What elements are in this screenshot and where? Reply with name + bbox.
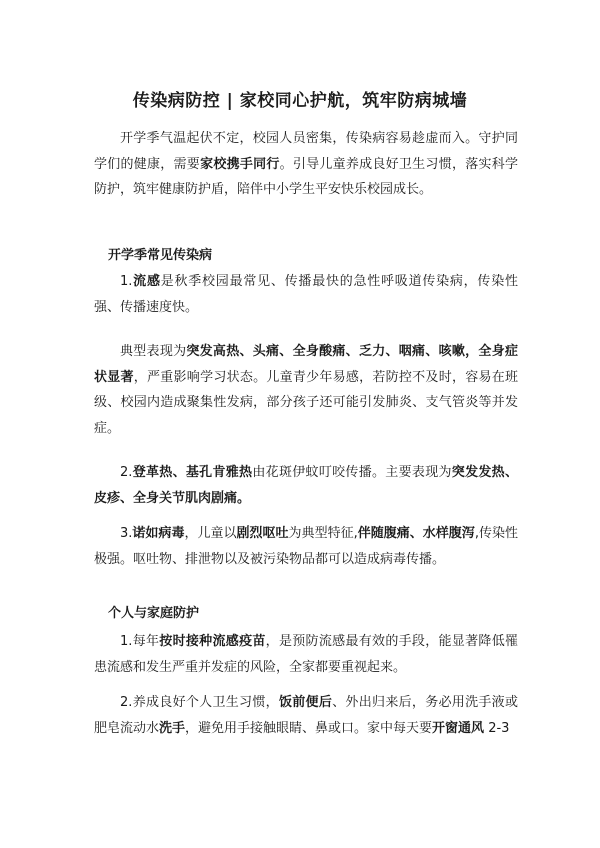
paragraph-influenza-symptoms	[94, 339, 518, 441]
text-run: 2.	[120, 465, 133, 480]
bold-text-run: 诺如病毒	[132, 526, 185, 541]
bold-text-run: 突发发热、皮疹、全身关节肌肉剧痛。	[94, 465, 518, 506]
text-run: 典型表现为	[120, 344, 187, 359]
paragraph-influenza	[94, 269, 518, 320]
text-run: 由花斑伊蚊叮咬传播。主要表现为	[252, 465, 452, 480]
text-run: 1.每年	[120, 634, 160, 649]
section-heading-protection: 个人与家庭防护	[108, 606, 200, 621]
bold-text-run: 家校携手同行	[200, 156, 280, 172]
section-heading-common-diseases: 开学季常见传染病	[108, 248, 213, 263]
paragraph-vaccination	[94, 629, 518, 680]
bold-text-run: 突发高热、头痛、全身酸痛、乏力、咽痛、咳嗽，全身症状显著	[94, 344, 518, 385]
text-run: 。引导儿童养成良好卫生习惯，落实科学防护，筑牢健康防护盾，陪伴中小学生平安快乐校园成长。	[94, 156, 518, 197]
text-run: 开学季气温起伏不定，校园人员密集，传染病容易趁虚而入。守护同学们的健康，需要	[94, 131, 518, 172]
bold-text-run: 登革热、基孔肯雅热	[132, 465, 253, 480]
bold-text-run: 伴随腹痛、水样腹泻	[357, 526, 475, 541]
text-run: ,传染性极强。呕吐物、排泄物以及被污染物品都可以造成病毒传播。	[94, 526, 518, 567]
bold-text-run: 剧烈呕吐	[236, 526, 289, 541]
text-run: 3.	[120, 526, 133, 541]
intro-paragraph	[94, 126, 518, 203]
text-run: ，儿童以	[184, 526, 237, 541]
page-title: 传染病防控 | 家校同心护航，筑牢防病城墙	[132, 91, 468, 111]
text-run: ，严重影响学习状态。儿童青少年易感，若防控不及时，容易在班级、校园内造成聚集性发病，部分孩子还可能引发肺炎、支气管炎等并发症。	[94, 369, 518, 436]
bold-text-run: 洗手	[159, 720, 186, 736]
paragraph-norovirus	[94, 521, 518, 572]
text-run: 是秋季校园最常见、传播最快的急性呼吸道传染病，传染性强、传播速度快。	[94, 274, 518, 315]
text-run: 2.养成良好个人卫生习惯，	[120, 695, 279, 710]
bold-text-run: 流感	[132, 274, 161, 289]
paragraph-hygiene	[94, 690, 518, 741]
paragraph-dengue	[94, 460, 518, 511]
text-run: ，避免用手接触眼睛、鼻或口。家中每天要	[185, 720, 433, 736]
text-run: 2-3	[484, 720, 510, 736]
text-run: 为典型特征,	[288, 526, 358, 541]
text-run: 、外出归来后，务必用洗手液或肥皂流动水	[94, 695, 518, 736]
bold-text-run: 按时接种流感疫苗	[159, 634, 266, 649]
bold-text-run: 开窗通风	[432, 720, 485, 736]
text-run: ，是预防流感最有效的手段，能显著降低罹患流感和发生严重并发症的风险，全家都要重视起来。	[94, 634, 518, 675]
bold-text-run: 饭前便后	[278, 695, 333, 710]
text-run: 1.	[120, 274, 133, 289]
